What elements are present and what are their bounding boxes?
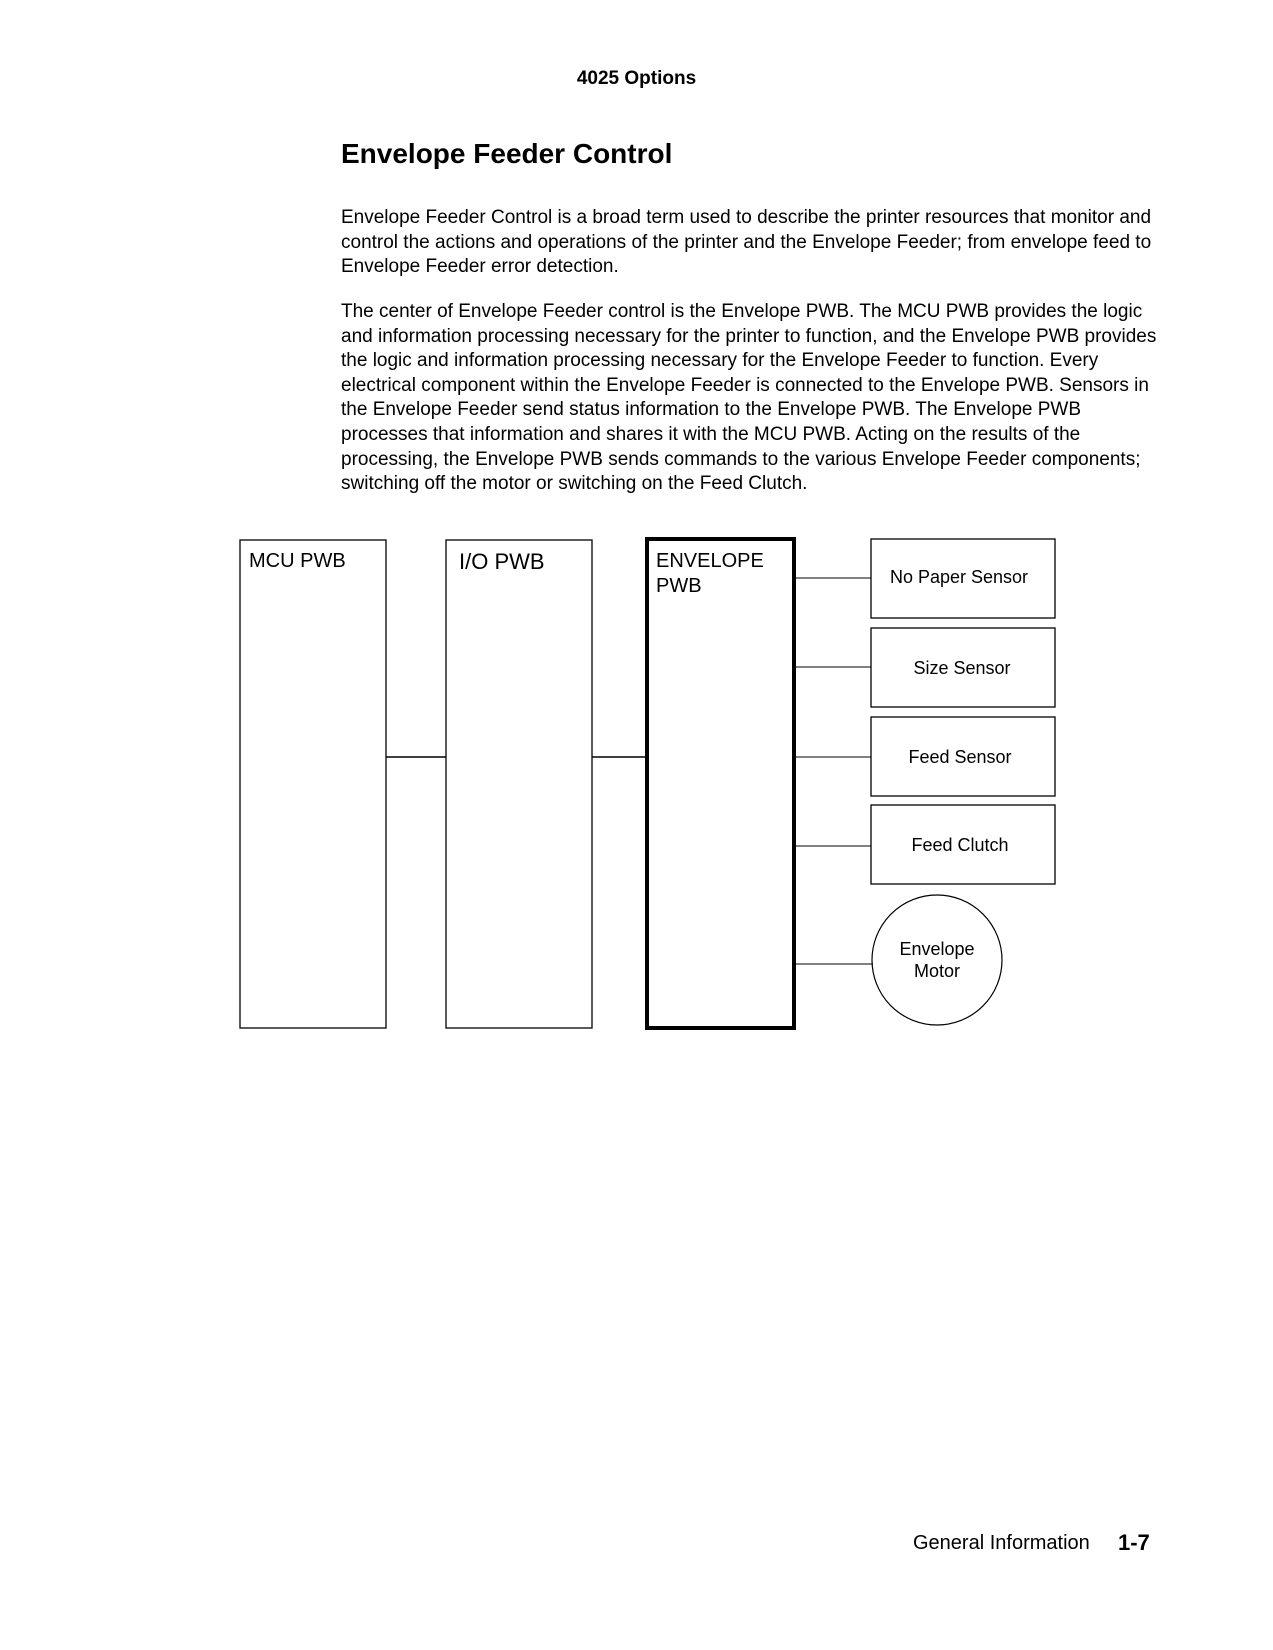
footer-section-name: General Information (913, 1532, 1090, 1554)
envelope-motor-block (872, 895, 1002, 1025)
intro-paragraph: Envelope Feeder Control is a broad term used to describe the printer resources that monitor and control the actions and operations of the printer and the Envelope Feeder; from envelope feed to Envelope Feeder error detection. (341, 207, 1152, 278)
envelope-motor-label-line1: Envelope (899, 939, 975, 959)
detail-paragraph: The center of Envelope Feeder control is the Envelope PWB. The MCU PWB provides the logic and information processing necessary for the printer to function, and the Envelope PWB provides the logic and information processing necessary for the Envelope Feeder to function. Every electrical component within the Envelope Feeder is connected to the Envelope PWB. Sensors in the Envelope Feeder send status information to the Envelope PWB. The Envelope PWB processes that information and shares it with the MCU PWB. Acting on the results of the processing, the Envelope PWB sends commands to the various Envelope Feeder components; switching off the motor or switching on the Feed Clutch. (341, 301, 1157, 495)
section-title: Envelope Feeder Control (341, 138, 673, 169)
footer-page-number: 1-7 (1118, 1530, 1150, 1555)
size-sensor-block (871, 628, 1055, 707)
running-header: 4025 Options (576, 68, 697, 89)
no-paper-sensor-block (871, 539, 1055, 618)
mcu-pwb-label: MCU PWB (249, 550, 346, 572)
envelope-pwb-block (647, 539, 794, 1028)
feed-clutch-block (871, 805, 1055, 884)
no-paper-sensor-label: No Paper Sensor (889, 567, 1029, 587)
io-pwb-block (446, 540, 592, 1028)
envelope-pwb-label-line1: ENVELOPE (656, 550, 764, 572)
feed-sensor-label: Feed Sensor (908, 747, 1012, 767)
feed-clutch-label: Feed Clutch (911, 835, 1009, 855)
io-pwb-label: I/O PWB (459, 549, 545, 574)
size-sensor-label: Size Sensor (913, 658, 1011, 678)
envelope-motor-label-line2: Motor (913, 961, 961, 981)
envelope-pwb-label-line2: PWB (656, 575, 702, 597)
mcu-pwb-block (240, 540, 386, 1028)
feed-sensor-block (871, 717, 1055, 796)
